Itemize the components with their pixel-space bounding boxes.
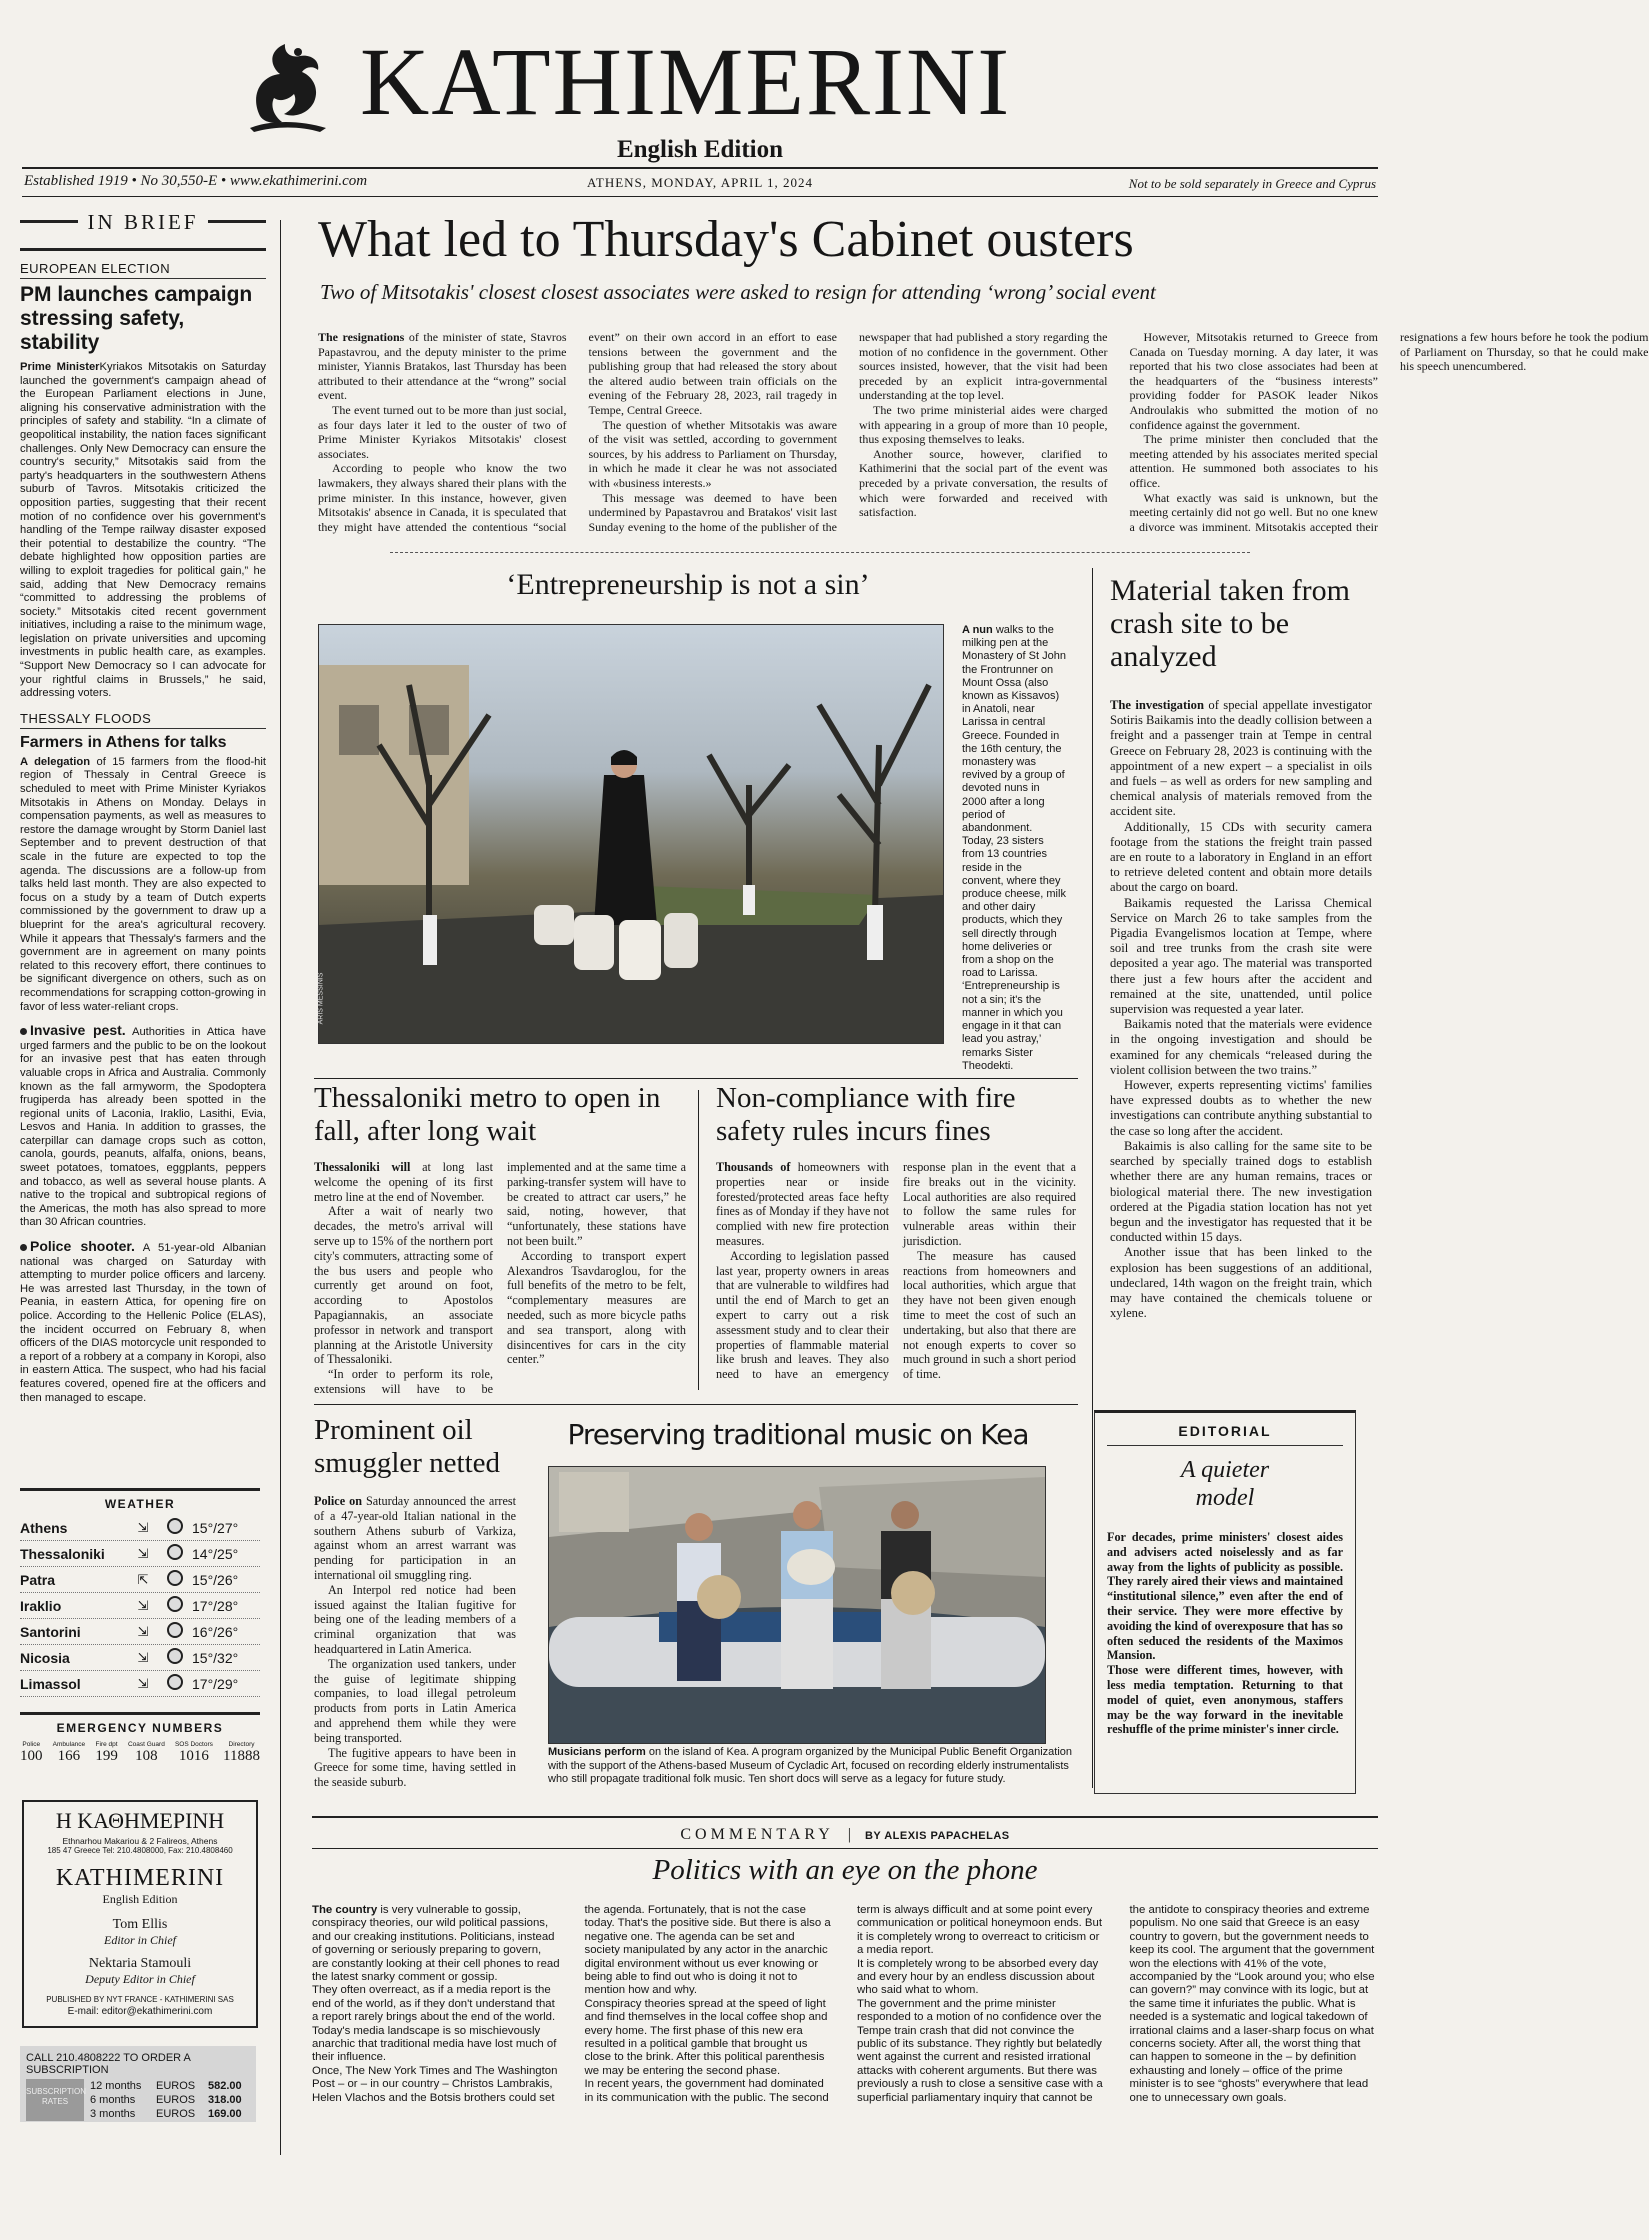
- weather-row: [20, 1567, 260, 1592]
- wind-arrow-icon: ⇱: [137, 1571, 149, 1587]
- caption-lead: A nun: [962, 624, 993, 636]
- sun-cloud-icon: [158, 1570, 192, 1589]
- rate-period: 3 months: [90, 2108, 136, 2120]
- rate-price: 169.00: [208, 2108, 242, 2120]
- commentary-paragraph: It is completely wrong to be absorbed every day and every hour by an endless discussion about who said what to whom.: [857, 1957, 1099, 1997]
- emergency-number: 11888: [223, 1748, 260, 1764]
- commentary-paragraph: They often overreact, as if a media report is the end of the world, as if they don't understand that a report rarely brings about the end of the world. Today's media landscape is so mischievously anarchic that traditional media have lost much of their influence.: [312, 1984, 557, 2064]
- rate-currency: EUROS: [156, 2080, 196, 2092]
- sun-cloud-icon: [158, 1544, 192, 1563]
- weather-row: [20, 1541, 260, 1566]
- lead-story-text: of the minister of state, Stavros Papastavrou, and the deputy minister to the prime minister, Yiannis Bratakos, last Thursday has been attributed to their attendance at the “wrong” social event.: [318, 330, 567, 403]
- nun-photo: [318, 624, 944, 1044]
- fire-paragraph: According to legislation passed last year, property owners in areas that are vulnerable to wildfires had until the end of March to get an expert to carry out a risk assessment study and to clear their properties of flammable material like brush and leaves. They also need to have an emergency response plan in the event that a fire breaks out in the vicinity. Local authorities are also required to follow the same rules for vulnerable areas within their jurisdiction.: [716, 1160, 1076, 1382]
- emergency-label: Coast Guard: [127, 1741, 165, 1748]
- commentary-headline: Politics with an eye on the phone: [652, 1854, 1038, 1886]
- metro-paragraph: After a wait of nearly two decades, the metro's arrival will serve up to 15% of the northern port city's commuters, attracting some of the bus users and people who currently get around on foot, according to Apostolos Papagiannakis, an associate professor in network and transport planning at the Aristotle University of Thessaloniki.: [314, 1204, 493, 1367]
- fire-paragraph: [716, 1160, 889, 1249]
- lead-paragraph: However, Mitsotakis returned to Greece from Canada on Tuesday morning. A day later, it was reported that his two close associates had been at the headquarters of the “business interests” providing fodder for PASOK leader Nikos Androulakis who submitted the motion of no confidence against the government.: [1129, 330, 1378, 432]
- sun-cloud-icon: [158, 1648, 192, 1667]
- rate-period: 12 months: [90, 2080, 142, 2092]
- brief-text: Kyriakos Mitsotakis on Saturday launched the government's campaign ahead of the European Parliament elections in June, aligning his conservative administration with the principles of safety and stability. “In a climate of geopolitical instability, the nation faces significant challenges. Only New Democracy can ensure the country's security,” Mitsotakis said from the party's headquarters in the southwestern Athens suburb of Tavros. Mitsotakis criticized the opposition parties, suggesting that their recent motion of no confidence over his government's handling of the Tempe railway disaster exposed their potential to destabilize the country. “The debate highlighted how opposition parties are willing to exploit tragedies for political gain,” he said, adding that New Democracy remains “committed to addressing the problems of society.” Mitsotakis cited recent government initiatives, including a raise to the minimum wage, legislation on private universities and upcoming investments in public health care, as examples. “Support New Democracy so I can advocate for your rightful claims in Brussels,” he said, addressing voters.: [20, 361, 266, 700]
- section-label-rule: [20, 278, 266, 279]
- staff-edition: English Edition: [102, 1892, 178, 1906]
- wind-arrow-icon: ⇲: [137, 1519, 149, 1535]
- weather-city: Iraklio: [20, 1597, 62, 1614]
- weather-city: Thessaloniki: [20, 1545, 105, 1562]
- emergency-list: [20, 1741, 260, 1765]
- lead-body: [318, 330, 1649, 542]
- subscription-body: [20, 2079, 256, 2121]
- caption-text: walks to the milking pen at the Monastery of St John the Frontrunner on Mount Ossa (also known as Kissavos) in Anatoli, near Larissa in central Greece. Founded in the 16th century, the monastery was revived by a group of devoted nuns in 2000 after a long period of abandonment. Today, 23 sisters from 13 countries reside in the convent, where they produce cheese, milk and other dairy products, which they sell directly through home deliveries or from a shop on the road to Larissa. ‘Entrepreneurship is not a sin; it's the manner in which you engage in it that can lead you astray,’ remarks Sister Theodekti.: [962, 624, 1066, 1072]
- brief-text: Authorities in Attica have urged farmers and the public to be on the lookout for an invasive pest that has eaten through valuable crops in Africa and Australia. Commonly known as the fall armyworm, the Spodoptera frugiperda has already been spotted in the regional units of Laconia, Iraklio, Lasithi, Evia, Lesvos and Hania. In addition to grasses, the caterpillar can damage crops such as cotton, canola, gourds, peanuts, alfalfa, onions, beans, sweet potatoes, tomatoes, eggplants, peppers and tobacco, as well as several house plants. A native to the tropical and subtropical regions of the Americas, the moth has also spread to more than 30 African countries.: [20, 1026, 267, 1229]
- emergency-label: Police: [22, 1741, 41, 1748]
- bullet-icon: [20, 1028, 27, 1035]
- lead-paragraph: According to people who know the two lawmakers, they always shared their plans with the prime minister. In this instance, however, given Mitsotakis' absence in Canada, it is speculated that they might have attended the contentious “social event” on their own accord in an effort to ease tensions between the government and the publishing group that had released the story about the altered audio between train officials on the evening of the February 28, 2023, rail tragedy in Tempe, Central Greece.: [318, 330, 837, 534]
- brief-police-shooter: [20, 1240, 266, 1405]
- commentary-paragraph: The government and the prime minister responded to a motion of no confidence over the Tempe train crash that did not convince the public of its substance. They rightly but belatedly went against the current and resisted irrational attacks with coherent arguments. But there was previously a rush to close a sensitive case with a superficial parliamentary inquiry that cannot be the antidote to conspiracy theories and extreme populism. No one said that Greece is an easy country to govern, but the government needs to keep its cool. The argument that the government won the elections with 41% of the vote, accompanied by the “Look around you; who else can govern?” may convince with its logic, but at the same time it infuriates the public. What is needed is a systematic and logical takedown of irrational claims and a laser-sharp focus on what concerns society. After all, the worst thing that can happen to someone in the – by definition exhausting and lonely – office of the prime minister is to see “ghosts” everywhere that lead one to unnecessary own goals.: [857, 1904, 1375, 2104]
- emergency-label: Ambulance: [52, 1741, 86, 1748]
- weather-city: Limassol: [20, 1675, 81, 1692]
- rate-currency: EUROS: [156, 2094, 196, 2106]
- emergency-item: [223, 1741, 260, 1765]
- subscription-rates: [84, 2079, 256, 2121]
- staff-publisher: PUBLISHED BY NYT FRANCE - KATHIMERINI SAS: [46, 1995, 234, 2004]
- fire-body: [716, 1160, 1076, 1382]
- masthead-rule-top: [22, 167, 1378, 169]
- subscription-badge: SUBSCRIPTION RATES: [26, 2079, 84, 2121]
- rate-period: 6 months: [90, 2094, 136, 2106]
- editorial-label: EDITORIAL: [1178, 1423, 1272, 1439]
- weather-temperature: 17°/28°: [192, 1597, 239, 1614]
- staff-editor-role: Editor in Chief: [104, 1933, 176, 1947]
- emergency-item: [20, 1741, 43, 1765]
- weather-city: Athens: [20, 1519, 68, 1536]
- editorial-body: [1107, 1530, 1343, 1737]
- metro-headline: Thessaloniki metro to open in fall, after long wait: [314, 1082, 661, 1147]
- staff-deputy-role: Deputy Editor in Chief: [85, 1972, 195, 1986]
- brief-lead: Police shooter.: [30, 1238, 135, 1255]
- emergency-number: 166: [57, 1748, 81, 1764]
- wind-arrow-icon: ⇲: [137, 1649, 149, 1665]
- emergency-number: 1016: [178, 1748, 209, 1764]
- emergency-label: Directory: [228, 1741, 255, 1748]
- commentary-body: [312, 1904, 1378, 2144]
- sun-cloud-icon: [158, 1596, 192, 1615]
- metro-rule: [314, 1078, 1078, 1079]
- section-label-european-election: EUROPEAN ELECTION: [20, 261, 171, 276]
- emergency-item: [128, 1741, 165, 1765]
- weather-rule: [20, 1488, 260, 1491]
- oil-paragraph: An Interpol red notice had been issued against the Italian fugitive for being one of the leading members of a criminal organization that was headquartered in Latin America.: [314, 1582, 516, 1656]
- fire-text: homeowners with properties near or inside forested/protected areas face hefty fines as of Monday if they have not complied with new fire protection measures.: [716, 1160, 889, 1248]
- masthead-edition: English Edition: [616, 136, 784, 163]
- lead-paragraph: Another source, however, clarified to Kathimerini that the social part of the event was preceded by a private conversation, the results of which were forwarded and received with satisfaction.: [859, 446, 1108, 520]
- crash-paragraph: Baikamis noted that the materials were evidence in the ongoing investigation and should be examined for any chemicals “released during the violent collision between the two trains.”: [1110, 1017, 1372, 1077]
- emergency-label: SOS Doctors: [174, 1741, 213, 1748]
- brief-lead: Prime Minister: [20, 361, 100, 373]
- lead-paragraph: What exactly was said is unknown, but the meeting certainly did not go well. But no one knew a divorce was imminent. Mitsotakis accepted their resignations a few hours before he took the podium of Parliament on Thursday, so that he could make his speech unencumbered.: [1129, 330, 1649, 534]
- emergency-rule: [20, 1712, 260, 1715]
- crash-paragraph: Bakaimis is also calling for the same site to be searched by specially trained dogs to establish whether there are any human remains, traces or biological material there. The new investigation ordered at the Pigadia station location has not yet begun and the investigator has requested that it be conducted within 15 days.: [1110, 1138, 1372, 1245]
- weather-temperature: 17°/29°: [192, 1675, 239, 1692]
- section-label-rule: [20, 728, 266, 729]
- fire-paragraph: The measure has caused reactions from homeowners and local authorities, which argue that they have not been given enough time to meet the cost of such an undertaking, but also that there are not enough experts to cover so much ground in such a short period of time.: [903, 1248, 1076, 1382]
- subscription-box: [20, 2046, 256, 2122]
- weather-temperature: 16°/26°: [192, 1623, 239, 1640]
- lead-divider: [390, 552, 1250, 553]
- weather-row-divider: [20, 1696, 260, 1697]
- crash-text: of special appellate investigator Sotiris Baikamis into the deadly collision between a freight and a passenger train at Tempe in central Greece on February 28, 2023 is continuing with the appointment of a new expert – a specialist in oils and fuels – as well as orders for new sampling and chemical analysis of materials removed from the accident site.: [1110, 698, 1373, 819]
- crash-headline: Material taken from crash site to be analyzed: [1110, 574, 1350, 673]
- staff-deputy-name: Nektaria Stamouli: [88, 1956, 192, 1971]
- fire-headline: Non-compliance with fire safety rules incurs fines: [716, 1082, 1016, 1147]
- oil-paragraph: The organization used tankers, under the guise of legitimate shipping companies, to load illegal petroleum products from ports in Latin America and apprehend them while they were being transported.: [314, 1656, 516, 1745]
- lead-paragraph: [318, 330, 567, 403]
- masthead-rule-bottom: [22, 196, 1378, 197]
- caption-lead: Musicians perform: [548, 1746, 646, 1758]
- brief-headline-farmers: Farmers in Athens for talks: [20, 733, 227, 751]
- weather-title: WEATHER: [104, 1497, 176, 1511]
- metro-paragraph: According to transport expert Alexandros Tsavdaroglou, for the full benefits of the metro to be felt, “complementary measures are needed, such as more bicycle paths and sea transport, along with disincentives for cars in the city center.”: [507, 1248, 686, 1367]
- oil-paragraph: The fugitive appears to have been in Greece for some time, having settled in the seaside suburb.: [314, 1745, 516, 1790]
- subscription-rate-row: [90, 2107, 256, 2121]
- weather-city: Patra: [20, 1571, 56, 1588]
- weather-temperature: 14°/25°: [192, 1545, 239, 1562]
- staff-greek-title: Η ΚΑΘΗΜΕΡΙΝΗ: [55, 1808, 225, 1833]
- kea-photo-drawing: [549, 1467, 1045, 1743]
- weather-temperature: 15°/27°: [192, 1519, 239, 1536]
- oil-headline: Prominent oil smuggler netted: [314, 1414, 501, 1479]
- staff-email: E-mail: editor@ekathimerini.com: [67, 2006, 213, 2017]
- masthead: [0, 18, 1400, 178]
- oil-paragraph: [314, 1494, 516, 1583]
- sidebar: [20, 210, 266, 1405]
- subscription-rate-row: [90, 2079, 256, 2093]
- in-brief-heading: IN BRIEF: [78, 210, 208, 235]
- brief-text: A 51-year-old Albanian national was charged on Saturday with attempting to murder police officers and larceny. He was arrested last Thursday, in the town of Peania, in eastern Attica, for opening fire on police. According to the Hellenic Police (ELAS), the incident occurred on February 8, when officers of the DIAS motorcycle unit responded to a report of a robbery at a company in Koropi, also in eastern Attica. The suspect, who had his facial features covered, opened fire at the officers and then managed to escape.: [20, 1242, 266, 1404]
- metro-text: at long last welcome the opening of its first metro line at the end of November.: [314, 1160, 493, 1204]
- music-headline: Preserving traditional music on Kea: [567, 1418, 1029, 1451]
- brief-headline-pm-campaign: PM launches campaign stressing safety, stability: [20, 283, 253, 354]
- dateline: ATHENS, MONDAY, APRIL 1, 2024: [586, 175, 814, 190]
- weather-temperature: 15°/32°: [192, 1649, 239, 1666]
- commentary-paragraph: Once, The New York Times and The Washington Post – or – in our country – Christos Lambrakis, Helen Vlachos and the Botsis brothers could set the agenda. Fortunately, that is not the case today. That's the positive side. But there is also a negative one. The agenda can be set and society manipulated by any actor in the anarchic digital environment without us ever knowing or being able to find out who is doing it not to mention how and why.: [312, 1904, 831, 2104]
- lead-paragraph: The question of whether Mitsotakis was aware of the visit was settled, according to government sources, by his address to Parliament on Thursday, in which he made it clear he was not associated with «business interests.»: [588, 417, 837, 490]
- section-label-thessaly-floods: THESSALY FLOODS: [20, 710, 152, 726]
- brief-body-farmers: [20, 756, 266, 1014]
- brief-text: of 15 farmers from the flood-hit region of Thessaly in Central Greece is scheduled to meet with Prime Minister Kyriakos Mitsotakis in Athens on Monday. Delays in compensation payments, as well as measures to restore the damage wrought by Storm Daniel last September and to prevent destruction of that scale in the future are expected to top the agenda. The discussions are a follow-up from talks held last month. They are also expected to focus on a study by a team of Dutch experts commissioned by the government to draw up a blueprint for the area's agricultural recovery. While it appears that Thessaly's farmers and the government are in agreement on many points related to this recovery effort, there continues to be significant divergence on others, such as on recommendations for scrapping cotton-growing in favor of less water-reliant crops.: [20, 755, 267, 1013]
- kea-musicians-photo: [548, 1466, 1046, 1744]
- weather-row: [20, 1619, 260, 1644]
- rate-currency: EUROS: [156, 2108, 196, 2120]
- commentary-paragraph: Conspiracy theories spread at the speed of light and find themselves in the local coffee shop and every home. The first phase of this new era resulted in a political gamble that brought us close to the brink. After this political parenthesis we may be entering the second phase.: [584, 1997, 828, 2077]
- sale-notice: Not to be sold separately in Greece and Cyprus: [1128, 176, 1376, 191]
- nun-photo-drawing: [319, 625, 943, 1043]
- oil-body: [314, 1494, 516, 1790]
- bullet-icon: [20, 1244, 27, 1251]
- brief-invasive-pest: [20, 1024, 266, 1230]
- commentary-rule-2: [312, 1848, 1378, 1849]
- sun-cloud-icon: [158, 1518, 192, 1537]
- crash-lead: The investigation: [1110, 698, 1204, 712]
- weather-row: [20, 1515, 260, 1540]
- rate-price: 318.00: [208, 2094, 242, 2106]
- nun-photo-caption: [962, 624, 1066, 1073]
- weather-row: [20, 1593, 260, 1618]
- editorial-label-rule: [1107, 1445, 1343, 1446]
- sidebar-divider: [280, 220, 281, 2155]
- crash-paragraph: Additionally, 15 CDs with security camera footage from the stations the freight train passed are en route to a laboratory in England in an effort to retrieve deleted content and obtain more details about the cargo on board.: [1110, 819, 1372, 895]
- emergency-label: Fire dpt: [95, 1741, 118, 1748]
- sun-cloud-icon: [158, 1622, 192, 1641]
- griffin-logo-icon: [240, 36, 336, 136]
- subscription-call: CALL 210.4808222 TO ORDER A SUBSCRIPTION: [26, 2052, 191, 2076]
- brief-lead: Invasive pest.: [30, 1022, 126, 1039]
- crash-body: [1110, 698, 1372, 1321]
- lead-story-lead: The resignations: [318, 330, 405, 344]
- staff-title: KATHIMERINI: [55, 1865, 225, 1891]
- commentary-separator: |: [847, 1826, 851, 1843]
- metro-fire-divider: [698, 1090, 699, 1390]
- kea-photo-caption: [548, 1746, 1078, 1787]
- commentary-rule: [312, 1816, 1378, 1818]
- emergency-item: [175, 1741, 213, 1765]
- oil-text: Saturday announced the arrest of a 47-year-old Italian national in the southern Athens suburb of Varkiza, against whom an arrest warrant was pending for participation in an international oil smuggling ring.: [314, 1494, 516, 1582]
- masthead-title: KATHIMERINI: [360, 28, 1012, 135]
- emergency-item: [53, 1741, 86, 1765]
- photo-credit: ARIS MESSINIS: [317, 972, 325, 1025]
- lead-subhead: Two of Mitsotakis' closest closest associates were asked to resign for attending ‘wrong’ social event: [320, 280, 1156, 304]
- wind-arrow-icon: ⇲: [137, 1623, 149, 1639]
- lead-paragraph: This message was deemed to have been undermined by Papastavrou and Bratakos' visit last Sunday evening to the home of the publisher of the newspaper that had published a story regarding the motion of no confidence in the government. Other sources insisted, however, that the visit had been preceded by an explicit intra-governmental understanding at the top level.: [588, 330, 1108, 534]
- in-brief-underline: [20, 248, 266, 251]
- crash-paragraph: Baikamis requested the Larissa Chemical Service on March 26 to take samples from the Pigadia Evangelismos location at Tempe, where soil and tree trunks from the crash site were deposited a year ago. The material was transported there just a few hours after the accident and remained at the site, unattended, until police supervision was requested a year later.: [1110, 895, 1372, 1017]
- oil-lead: Police on: [314, 1494, 362, 1508]
- editorial-box: [1094, 1410, 1356, 1794]
- sun-cloud-icon: [158, 1674, 192, 1693]
- weather-table: [20, 1515, 260, 1697]
- rate-price: 582.00: [208, 2080, 242, 2092]
- commentary-paragraph: [312, 1904, 561, 1984]
- editorial-headline: A quieter model: [1180, 1457, 1270, 1511]
- emergency-number: 199: [95, 1748, 118, 1764]
- commentary-label: COMMENTARY: [680, 1826, 834, 1843]
- photo-story-headline: ‘Entrepreneurship is not a sin’: [506, 568, 870, 601]
- editorial-paragraph: Those were different times, however, with less media temptation. Returning to that model of quiet, even anonymous, staffers may be the way forward in the inevitable reshuffle of the prime minister's inner circle.: [1107, 1663, 1343, 1737]
- staff-box: [22, 1800, 258, 2028]
- commentary-text: is very vulnerable to gossip, conspiracy theories, our wild political passions, and our creaking institutions. Politicians, instead of governing or seriously preparing to govern, are constantly looking at their cell phones to read the latest snarky comment or gossip.: [312, 1904, 560, 1984]
- commentary-lead: The country: [312, 1904, 378, 1916]
- emergency-title: EMERGENCY NUMBERS: [56, 1721, 224, 1735]
- lead-paragraph: The event turned out to be more than just social, as four days later it led to the ouster of two of Prime Minister Kyriakos Mitsotakis' closest associates.: [318, 402, 567, 461]
- crash-divider: [1092, 568, 1093, 1788]
- metro-body: [314, 1160, 686, 1397]
- fire-lead: Thousands of: [716, 1160, 791, 1174]
- lead-paragraph: The prime minister then concluded that the meeting attended by his associates merited special attention. He summoned both associates to his office.: [1129, 432, 1378, 490]
- editorial-paragraph: For decades, prime ministers' closest aides and advisers acted noiselessly and as far away from the lights of publicity as possible. They rarely aired their views and maintained “institutional silence,” even after the end of their service. They were more effective by avoiding the kind of overexposure that has so often seduced the residents of the Maximos Mansion.: [1107, 1530, 1343, 1663]
- brief-lead: A delegation: [20, 755, 91, 768]
- weather-temperature: 15°/26°: [192, 1571, 239, 1588]
- brief-body-pm-campaign: [20, 361, 266, 701]
- emergency-item: [95, 1741, 118, 1765]
- staff-address2: 185 47 Greece Tel: 210.4808000, Fax: 210.4808460: [47, 1846, 233, 1855]
- wind-arrow-icon: ⇲: [137, 1545, 149, 1561]
- commentary-label-row: [312, 1826, 1378, 1844]
- metro-paragraph: “In order to perform its role, extensions will have to be implemented and at the same time a parking-transfer system will have to be created to attract car users,” he said, noting, however, that “unfortunately, these stations have not been built.”: [314, 1160, 686, 1396]
- weather-city: Santorini: [20, 1623, 81, 1640]
- weather-city: Nicosia: [20, 1649, 70, 1666]
- lead-headline: What led to Thursday's Cabinet ousters: [318, 211, 1134, 268]
- emergency-number: 108: [135, 1748, 158, 1764]
- commentary-paragraph: In recent years, the government had dominated in its communication with the public. The second term is always difficult and at some point every communication or political honeymoon ends. But it is completely wrong to overreact to criticism or a media report.: [584, 1904, 1103, 2104]
- emergency-number: 100: [20, 1748, 43, 1764]
- oil-rule: [314, 1404, 1078, 1405]
- staff-editor-name: Tom Ellis: [112, 1917, 168, 1932]
- weather-row: [20, 1645, 260, 1670]
- established-line: Established 1919 • No 30,550-E • www.ekathimerini.com: [24, 173, 368, 189]
- commentary-byline: BY ALEXIS PAPACHELAS: [864, 1830, 1010, 1842]
- subscription-rate-row: [90, 2093, 256, 2107]
- metro-lead: Thessaloniki will: [314, 1160, 411, 1174]
- crash-paragraph: Another issue that has been linked to the explosion has been suggestions of an additional, undeclared, 14th wagon on the freight train, which may have contained the chemicals toluene or xylene.: [1110, 1245, 1372, 1321]
- caption-text: on the island of Kea. A program organized by the Municipal Public Benefit Organization with the support of the Athens-based Museum of Cycladic Art, focused on recording elderly instrumentalists who still propagate traditional folk music. Ten short docs will serve as a legacy for future study.: [548, 1746, 1073, 1785]
- lead-paragraph: The two prime ministerial aides were charged with appearing in a group of more than 10 people, thus exposing themselves to leaks.: [859, 402, 1108, 447]
- weather-box: [20, 1488, 260, 1697]
- wind-arrow-icon: ⇲: [137, 1675, 149, 1691]
- weather-row: [20, 1671, 260, 1696]
- wind-arrow-icon: ⇲: [137, 1597, 149, 1613]
- crash-paragraph: [1110, 698, 1372, 820]
- metro-paragraph: [314, 1160, 493, 1204]
- staff-address: Ethnarhou Makariou & 2 Falireos, Athens: [62, 1836, 218, 1846]
- crash-paragraph: However, experts representing victims' families have expressed doubts as to whether the new investigations can contribute anything substantial to the case so long after the accident.: [1110, 1078, 1372, 1138]
- emergency-box: [20, 1712, 260, 1765]
